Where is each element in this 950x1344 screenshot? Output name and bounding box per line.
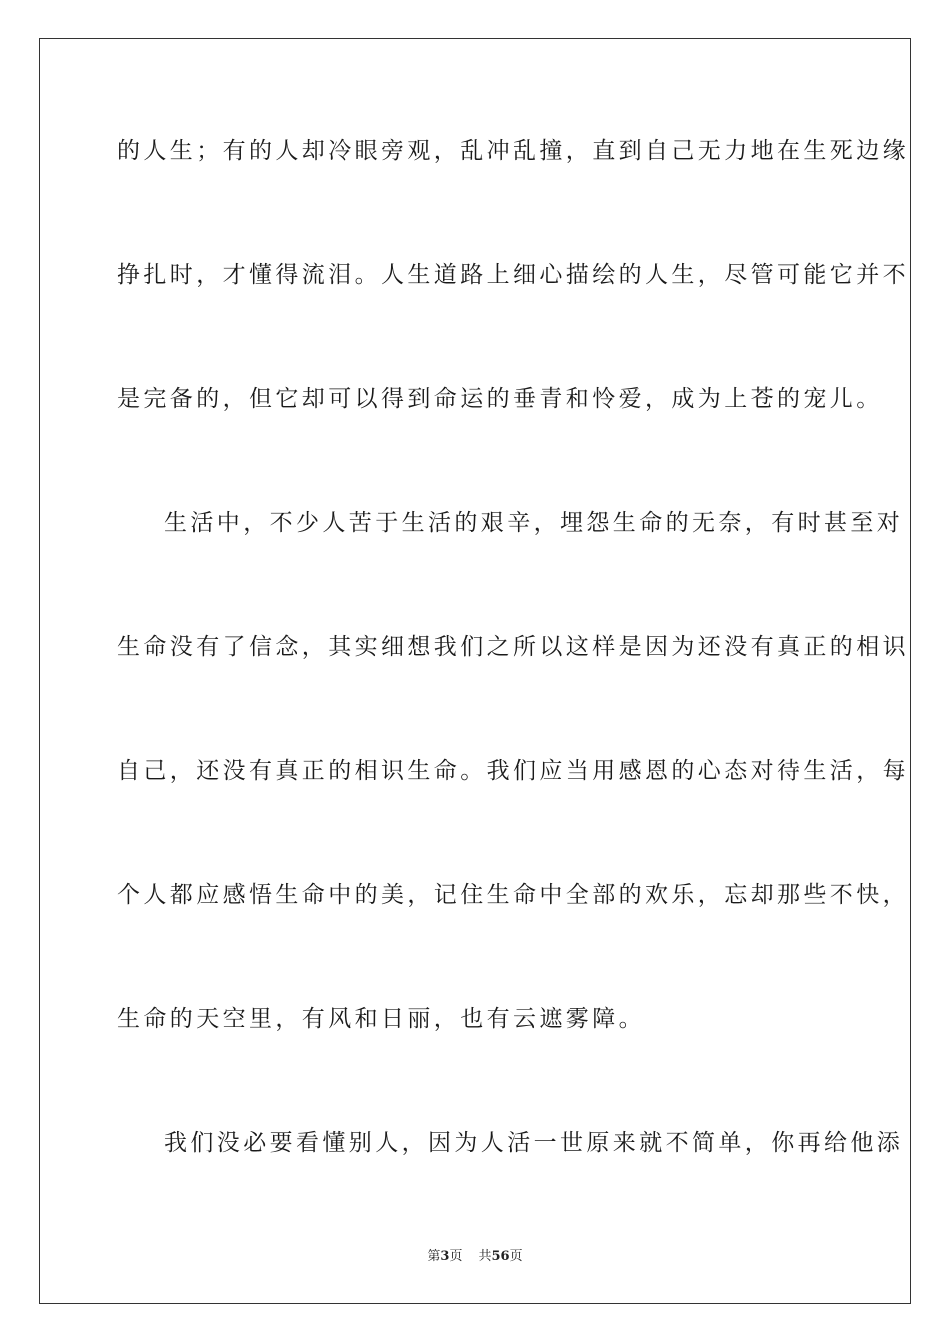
total-suffix: 页 bbox=[509, 1249, 523, 1264]
body-text-line: 挣扎时，才懂得流泪。人生道路上细心描绘的人生，尽管可能它并不 bbox=[117, 262, 909, 288]
body-text-line: 的人生；有的人却冷眼旁观，乱冲乱撞，直到自己无力地在生死边缘 bbox=[117, 138, 909, 164]
page-border bbox=[39, 38, 911, 1304]
body-text-line: 个人都应感悟生命中的美，记住生命中全部的欢乐，忘却那些不快， bbox=[117, 882, 909, 908]
page-suffix: 页 bbox=[449, 1249, 463, 1264]
body-text-line: 自己，还没有真正的相识生命。我们应当用感恩的心态对待生活，每 bbox=[117, 758, 909, 784]
total-pages: 56 bbox=[491, 1249, 510, 1264]
page-number: 3 bbox=[440, 1249, 450, 1264]
paragraph-first-line: 生活中，不少人苦于生活的艰辛，埋怨生命的无奈，有时甚至对 bbox=[164, 510, 904, 536]
page-prefix: 第 bbox=[427, 1249, 441, 1264]
body-text-line: 生命没有了信念，其实细想我们之所以这样是因为还没有真正的相识 bbox=[117, 634, 909, 660]
body-text-line: 是完备的，但它却可以得到命运的垂青和怜爱，成为上苍的宠儿。 bbox=[117, 386, 883, 412]
paragraph-first-line: 我们没必要看懂别人，因为人活一世原来就不简单，你再给他添 bbox=[164, 1130, 904, 1156]
body-text-line: 生命的天空里，有风和日丽，也有云遮雾障。 bbox=[117, 1006, 645, 1032]
page-footer bbox=[0, 1245, 950, 1264]
total-prefix: 共 bbox=[478, 1249, 492, 1264]
